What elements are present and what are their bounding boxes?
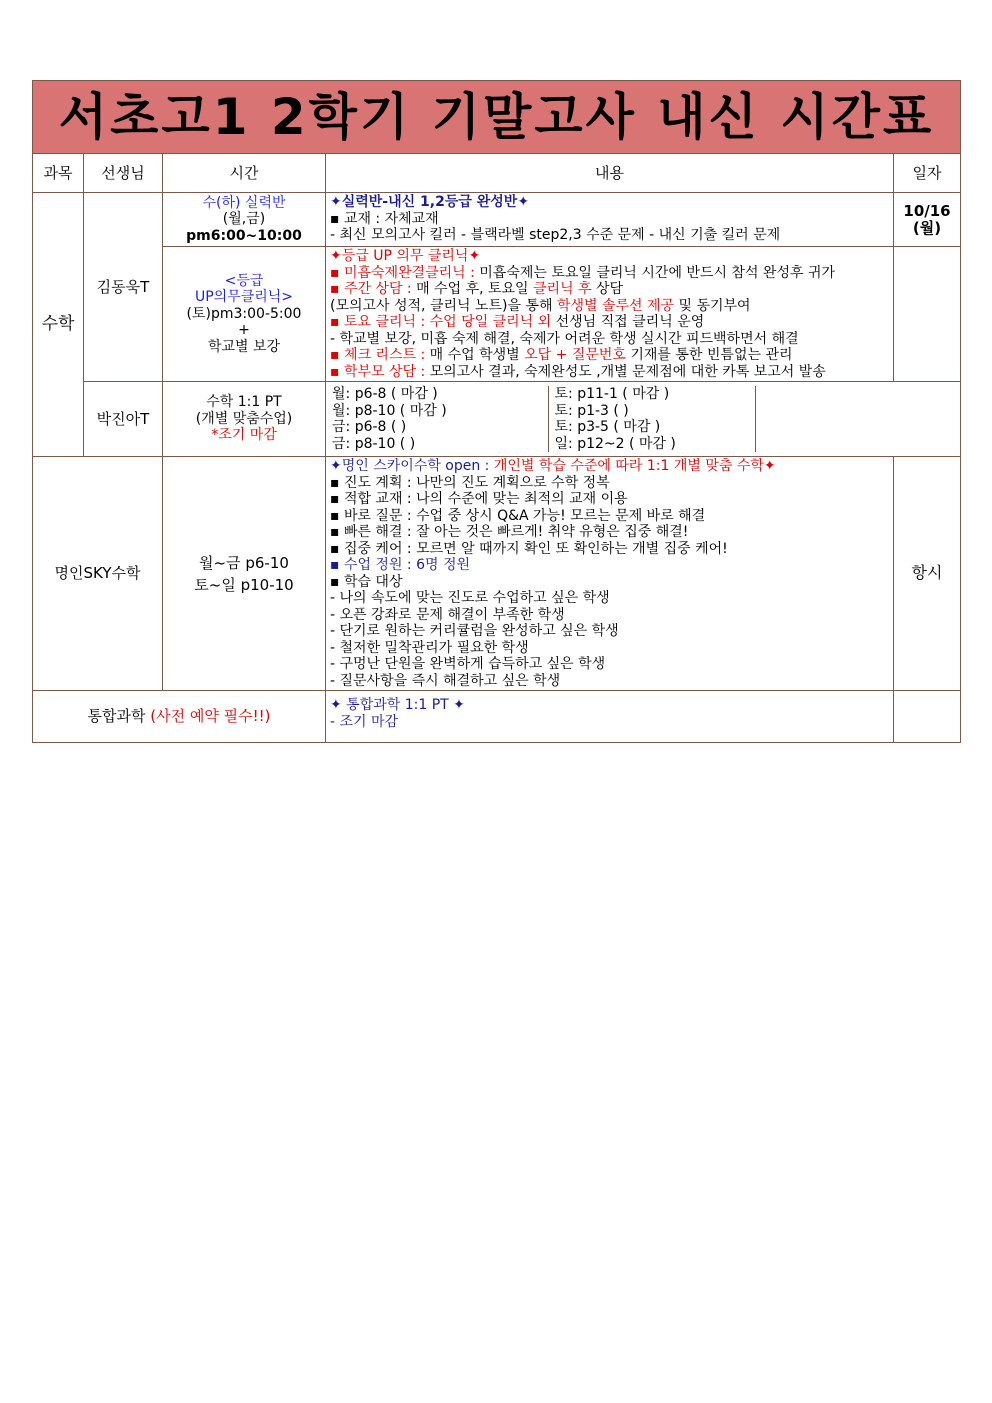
science-l2: - 조기 마감 [330,713,399,730]
timetable-sheet [32,80,960,743]
sky-l13: - 질문사항을 즉시 해결하고 싶은 학생 [330,672,561,689]
science-subject-cell [33,691,326,743]
sky-l8: - 나의 속도에 맞는 진도로 수업하고 싶은 학생 [330,590,610,606]
sky-l2: ▪ 적합 교재 : 나의 수준에 맞는 최적의 교재 이용 [330,491,628,507]
content-2-l6c: 오답 + 질문번호 [524,347,626,363]
header-subject: 과목 [33,154,84,193]
content-2-l6d: 기재를 통한 빈틈없는 관리 [625,347,793,363]
content-2-l7 [330,364,889,381]
sky-head [330,458,889,475]
content-2-l4 [330,314,889,331]
content-2-l2d: 상담 [591,281,624,297]
content-1-l1: ▪ 교재 : 자체교재 [330,210,439,227]
time-cell-1 [163,193,326,247]
content-2-l7a: ▪ 학부모 상담 : [330,363,426,380]
sky-l7: ▪ 학습 대상 [330,573,403,590]
teacher-kim: 김동욱T [84,193,163,382]
content-1-head: ✦실력반-내신 1,2등급 완성반✦ [330,194,530,210]
science-date [894,691,961,743]
sky-l1: ▪ 진도 계획 : 나만의 진도 계획으로 수학 정복 [330,474,610,491]
time-1-l1: 수(하) 실력반 [202,194,286,211]
content-2-head: ✦등급 UP 의무 클리닉✦ [330,248,481,264]
time-3-l2: (개별 맞춤수업) [195,410,293,427]
content-2-l3a: (모의고사 성적, 클리닉 노트)을 통해 [330,297,557,314]
science-content-cell [326,691,894,743]
content-2-l4a: ▪ 토요 클리닉 : [330,314,430,330]
science-row [33,691,961,743]
slot-right-1: 토: p11-1 ( 마감 ) [554,386,670,402]
date-1-l1: 10/16 [903,202,951,220]
slot-left-1: 월: p6-8 ( 마감 ) [332,386,438,402]
subject-sky: 명인SKY수학 [33,457,163,691]
content-2-l4b: 수업 당일 클리닉 외 [429,314,552,330]
time-cell-3 [163,382,326,457]
slot-right-2: 토: p1-3 ( ) [554,402,629,419]
header-row [33,154,961,193]
sky-l3: ▪ 바로 질문 : 수업 중 상시 Q&A 가능! 모르는 문제 바로 해결 [330,507,706,524]
content-2-l7b: 모의고사 결과, 숙제완성도 ,개별 문제점에 대한 카톡 보고서 발송 [425,363,826,380]
pt-slots-empty [755,386,960,452]
slot-left-4: 금: p8-10 ( ) [332,435,416,452]
sky-l6: ▪ 수업 정원 : 6명 정원 [330,557,471,573]
content-2-l1 [330,265,889,282]
time-2-l3: (토)pm3:00-5:00 [186,305,302,322]
subject-math: 수학 [33,193,84,457]
time-1-l2: (월,금) [222,211,266,228]
sky-time-l1: 월~금 p6-10 [199,553,289,572]
sky-content-cell [326,457,894,691]
page-title: 서초고1 2학기 기말고사 내신 시간표 [33,81,961,154]
math-row-3 [33,382,961,457]
sky-row [33,457,961,691]
header-date: 일자 [894,154,961,193]
sky-l9: - 오픈 강좌로 문제 해결이 부족한 학생 [330,606,565,623]
sky-l10: - 단기로 원하는 커리큘럼을 완성하고 싶은 학생 [330,623,619,639]
content-2-l6 [330,347,889,364]
sky-l11: - 철저한 밀착관리가 필요한 학생 [330,639,529,656]
time-2-l5: 학교별 보강 [207,338,281,355]
content-cell-1 [326,193,894,247]
time-3-l1: 수학 1:1 PT [206,394,282,411]
sky-date: 항시 [894,457,961,691]
content-2-l1a: ▪ 미흡숙제완결클리닉 : [330,264,475,281]
date-1-l2: (월) [912,218,942,237]
header-time: 시간 [163,154,326,193]
science-subject: 통합과학 [87,707,146,726]
teacher-park: 박진아T [84,382,163,457]
sky-head-b: 개인별 학습 수준에 따라 1:1 개별 맞춤 수학✦ [493,458,776,474]
header-content: 내용 [326,154,894,193]
content-2-l3b: 학생별 솔루션 제공 [556,297,675,314]
pt-slots-right [548,386,755,452]
science-note: (사전 예약 필수!!) [150,707,271,726]
pt-slots-left [326,386,548,452]
content-1-l2: - 최신 모의고사 킬러 - 블랙라벨 step2,3 수준 문제 - 내신 기출 킬러 문제 [330,227,781,243]
time-cell-2 [163,247,326,382]
content-2-l4c: 선생님 직접 클리닉 운영 [551,314,705,330]
content-2-l6a: ▪ 체크 리스트 : [330,347,426,363]
sky-l12: - 구멍난 단원을 완벽하게 습득하고 싶은 학생 [330,656,606,672]
math-row-1 [33,193,961,247]
time-2-l4: + [238,322,250,339]
sky-time-cell [163,457,326,691]
sky-l4: ▪ 빠른 해결 : 잘 아는 것은 빠르게! 취약 유형은 집중 해결! [330,524,689,540]
content-2-l2c: 클리닉 후 [533,281,592,297]
content-2-l5: - 학교별 보강, 미흡 숙제 해결, 숙제가 어려운 학생 실시간 피드백하면서 해결 [330,330,799,347]
content-2-l3c: 및 동기부여 [674,297,751,314]
timetable [32,80,961,743]
pt-slots-cell [326,382,961,457]
sky-time-l2: 토~일 p10-10 [194,575,294,594]
slot-left-3: 금: p6-8 ( ) [332,419,407,435]
content-2-l3 [330,298,889,315]
pt-slots [326,386,960,452]
science-l1: ✦ 통합과학 1:1 PT ✦ [330,697,465,713]
content-2-l2 [330,281,889,298]
time-1-l3: pm6:00~10:00 [186,227,302,244]
time-2-l1: <등급 [224,272,264,289]
math-row-2 [33,247,961,382]
content-2-l6b: 매 수업 학생별 [425,347,525,363]
slot-left-2: 월: p8-10 ( 마감 ) [332,402,447,419]
content-2-l2a: ▪ 주간 상담 : [330,281,412,297]
content-2-l2b: 매 수업 후, 토요일 [411,281,534,297]
date-cell-1 [894,193,961,247]
date-cell-2 [894,247,961,382]
content-cell-2 [326,247,894,382]
content-2-l1b: 미흡숙제는 토요일 클리닉 시간에 반드시 참석 완성후 귀가 [474,264,836,281]
sky-head-a: ✦명인 스카이수학 open : [330,458,494,474]
sky-l5: ▪ 집중 케어 : 모르면 알 때까지 확인 또 확인하는 개별 집중 케어! [330,540,728,557]
time-2-l2: UP의무클리닉> [194,289,294,306]
time-3-l3: *조기 마감 [211,427,277,444]
slot-right-4: 일: p12~2 ( 마감 ) [554,435,676,452]
header-teacher: 선생님 [84,154,163,193]
slot-right-3: 토: p3-5 ( 마감 ) [554,419,661,435]
